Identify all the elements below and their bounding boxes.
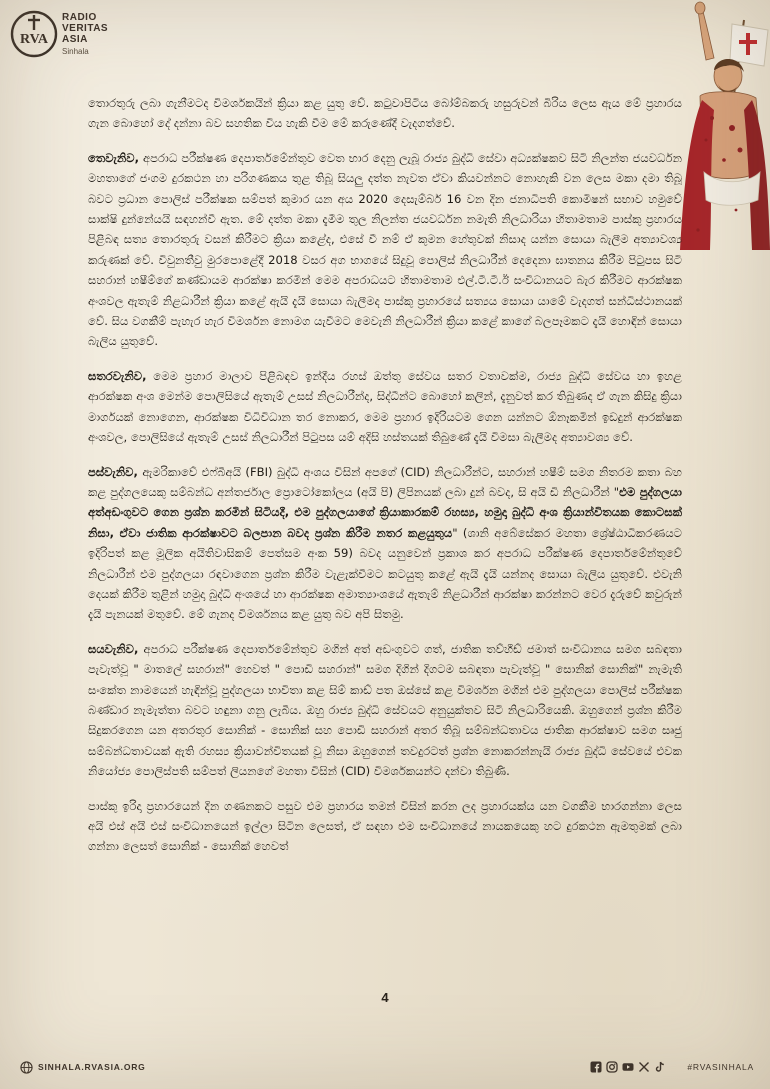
- logo-letters: RVA: [19, 32, 49, 47]
- tiktok-icon[interactable]: [654, 1061, 666, 1073]
- social-icons: [590, 1061, 666, 1073]
- paragraph-third: [88, 148, 682, 352]
- paragraph-fourth-lead: සතරවැනිව,: [88, 368, 147, 383]
- facebook-icon[interactable]: [590, 1061, 602, 1073]
- brand-line-veritas: VERITAS: [62, 23, 109, 34]
- article-body: [88, 93, 682, 869]
- paragraph-fifth-text-b: " (ශානි අබේසේකර මහතා ශ්‍රේෂ්ඨාධිකරණයට ඉදිරිපත් කළ මූලික අයිතිවාසිකම් පෙත්සම අංක 59) බවද යනුවෙන් ප්‍රකාශ කර අපරාධ පරීක්ෂණ දෙපාර්තමේන්තුවේ නිලධාරීන් එම පුද්ගලයා රඳවාගෙන ප්‍රශ්න කිරීම වැළැක්වීමට කටයුතු කළේ ඇයි දැයි යන්නද සොයා බැලිය යුතුවේ. එවැනි දෙයක් කිරීම තුළින් හමුදා බුද්ධි අංශයේ හා ආරක්ෂක අමාත්‍යාංශයේ ඇතැම් නිළධාරීන් ආරක්ෂා කරන්නට වෙර දැරුවේ කවුරුන් දැයි පැනයක් මතුවේ. මේ ගැනද විමර්ශනය කළ යුතු බව අපි සිතමු.: [88, 525, 682, 622]
- paragraph-third-lead: තෙවැනිව,: [88, 150, 140, 165]
- globe-icon: [20, 1061, 33, 1074]
- paragraph-sixth-text: අපරාධ පරීක්ෂණ දෙපාර්තමේන්තුව මගින් අත් අඩංගුවට ගත්, ජාතික තව්හීඩ් ජමාත් සංවිධානය සමග සබඳතා පැවැත්වූ " මාතලේ සහරාන්" හෙවත් " පොඩි සහරාන්" සමග දිගින් දිගටම සබඳතා පැවැත්වූ " සොනික් සොනික්" නැමැති සංකේත නාමයෙන් හැඳින්වූ පුද්ගලයා භාවිතා කළ සිම් කාඩ් පත ඔස්සේ කළ විමර්ශන මගින් එම පුද්ගලයා පොලිස් පරීක්ෂක බණ්ඩාර නැමැත්තා බවට හඳුනා ගනු ලැබීය. ඔහු රාජ්‍ය බුද්ධි සේවයට අනුයුක්තව සිටි නිලධාරියෙකි. ඔහුගෙන් ප්‍රශ්න කිරීම සිදුකරගෙන යන අතරතුර සොනික් - සොනික් සහ පොඩි සහරාන් අතර තිබූ සම්බන්ධතාවය ජාතික ආරක්ෂාව සමග සෘජු සම්බන්ධතාවයක් ඇති රහස්‍ය ක්‍රියාවන්විතයක් වූ නිසා ඔහුගෙන් තවදුරටත් ප්‍රශ්න නොකරන්නැයි රාජ්‍ය බුද්ධි සේවයේ එවක නියෝජ්‍ය පොලිස්පති සම්පත් ලියනගේ මහතා විසින් (CID) විමර්ශකයන්ට දන්වා තිබුණි.: [88, 641, 682, 779]
- paragraph-sixth-lead: සයවැනිව,: [88, 641, 139, 656]
- brand-line-sinhala: Sinhala: [62, 47, 89, 56]
- paragraph-fifth-lead: පස්වැනිව,: [88, 464, 138, 479]
- brand-name: [62, 12, 108, 57]
- paragraph-fifth-text-a: ඇමරිකාවේ එෆ්බීඅයි (FBI) බුද්ධි අංශය විසින් අපගේ (CID) නිලධාරීන්ට, සහරාන් හෂීම් සමග නිතරම කතා බහ කළ පුද්ගලයෙකු සම්බන්ධ අන්තර්ජාල ප්‍රොටෝකෝලය (අයි පි) ලිපිනයක් ලබා දුන් බවද, සි අයි ඩි නිලධාරීන් ": [88, 464, 682, 499]
- paragraph-third-text: අපරාධ පරීක්ෂණ දෙපාර්තමේන්තුව වෙත භාර දෙනු ලැබූ රාජ්‍ය බුද්ධි සේවා අධ්‍යක්ෂකව සිටි නිලන්ත ජයවර්ධන මහතාගේ ජංගම දුරකථන හා පරිගණකය තුළ තිබූ සියලු දත්ත නැවත ඒවා කියවන්නට නොහැකි වන ලෙස මකා දමා තිබූ බවට ප්‍රධාන පොලිස් පරීක්ෂක සම්පත් කුමාර යන අය 2020 දෙසැම්බර් 16 වන දින ජනාධිපති කොමිෂන් සභාව හමුවේ සාක්ෂි දුන්නේයයි සඳහන්වී ඇත. මේ දත්ත මකා දැමීම තුල නිලන්ත ජයවර්ධන නමැති නිලධාරියා හිතාමතාම පාස්කු ප්‍රහාරය පිළිබඳ සත්‍ය තොරතුරු වසන් කිරීමට ක්‍රියා කළේද, එසේ වී නම් ඒ කුමන හේතුවක් නිසාද යන්න සොයා බැලීම අත්‍යාවශ්‍ය කරුණක් වේ. විවුනතීවු මුරපොළේදී 2018 වසර අග භාගයේ සිදුවූ පොලිස් නිලධාරීන් දෙදෙනා ඝාතනය කිරීම පිටුපස සිටි සහරාන් හෂීම්ගේ කණ්ඩායම ආරක්ෂා කරමින් මෙම අපරාධයට හිතාමතාම එල්.ටී.ටී.ඊ සංවිධානයට බැර කිරීමට ආරක්ෂක අංශවල ඇතැම් නිළධාරීන් ක්‍රියා කළේ ඇයි දැයි සොයා බැලීමද පාස්කු ප්‍රහාරයේ සත්‍යය සොයා යාමේ වැදගත් සන්ධිස්ථානයක් වේ. සිය වගකීම් පැහැර හැර විමර්ශන නොමග යැවීමට මෙවැනි නිලධාරීන් ක්‍රියා කළේ කාගේ බලපෑමකට දැයි හොඳින් සොයා බැලිය යුතුවේ.: [88, 150, 682, 349]
- brand-line-radio: RADIO: [62, 12, 97, 23]
- hashtag[interactable]: #RVASINHALA: [687, 1062, 754, 1072]
- paragraph-intro-text: තොරතුරු ලබා ගැනීමටද විමර්ශකයින් ක්‍රියා කළ යුතු වේ. කටුවාපිටිය බෝම්බකරු හසුරුවන් බිරිය ලෙස ඇය මේ ප්‍රහාරය ගැන බොහෝ දේ දන්නා බව සහතික විය හැකි වීම මේ කරුණේදී වැදගත්වේ.: [88, 96, 682, 131]
- paragraph-fourth-text: මෙම ප්‍රහාර මාලාව පිළිබඳව ඉන්දීය රහස් ඔත්තු සේවය සතර වතාවක්ම, රාජ්‍ය බුද්ධි සේවය හා ඉහළ ආරක්ෂක අංශ මෙන්ම පොලිසියේ ඇතැම් උසස් නිලධාරීන්ද, සිද්ධීන්ට බොහෝ කලින්, දැනුවත් කර තිබුණද ඒ ගැන කිසිදු ක්‍රියා මාර්ගයක් නොගෙන, ආරක්ෂක විධිවිධාන තර නොකර, මෙම ප්‍රහාර ඉදිරියටම ගෙන යන්නට ඕනෑකමින් ඉඩදුන් ආරක්ෂක අංශවල, පොලිසියේ ඇතැම් උසස් නිලධාරීන් පිටුපස යම් අදිසි හස්තයක් තිබුණේ දැයි විමසා බැලීමද අත්‍යාවශ්‍ය වේ.: [88, 368, 682, 445]
- paragraph-closing: [88, 796, 682, 857]
- paragraph-closing-text: පාස්කු ඉරිදා ප්‍රහාරයෙන් දින ගණනකට පසුව එම ප්‍රහාරය තමන් විසින් කරන ලද ප්‍රහාරයක්ය යන වගකීම භාරගන්නා ලෙස අයි එස් අයි එස් සංවිධානයෙන් ඉල්ලා සිටින ලෙසත්, ඒ සඳහා එම සංවිධානයේ නායකයෙකු හට දුරකථන ඇමතුමක් ලබා ගන්නා ලෙසත් සොනික් - සොනික් හෙවත්: [88, 798, 682, 854]
- website-link[interactable]: SINHALA.RVASIA.ORG: [38, 1062, 146, 1072]
- paragraph-fourth: [88, 366, 682, 448]
- instagram-icon[interactable]: [606, 1061, 618, 1073]
- paragraph-fifth: [88, 462, 682, 625]
- paragraph-intro: [88, 93, 682, 134]
- paragraph-sixth: [88, 639, 682, 782]
- page-footer: [0, 1055, 770, 1081]
- rva-logo: [10, 10, 58, 58]
- youtube-icon[interactable]: [622, 1061, 634, 1073]
- page-number: 4: [381, 990, 389, 1005]
- x-icon[interactable]: [638, 1061, 650, 1073]
- paragraph-fifth-quote: එම පුද්ගලයා අත්අඩංගුවට ගෙන ප්‍රශ්න කරමින් සිටියදී, එම පුද්ගලයාගේ ක්‍රියාකාරකම් රහස්‍ය, හමුදා බුද්ධි අංශ ක්‍රියාන්විතයක කොටසක් නිසා, ඒවා ජාතික ආරක්ෂාවට බලපාන බවද ප්‍රශ්න කිරීම නතර කළයුතුය: [88, 484, 682, 540]
- brand-line-asia: ASIA: [62, 34, 88, 45]
